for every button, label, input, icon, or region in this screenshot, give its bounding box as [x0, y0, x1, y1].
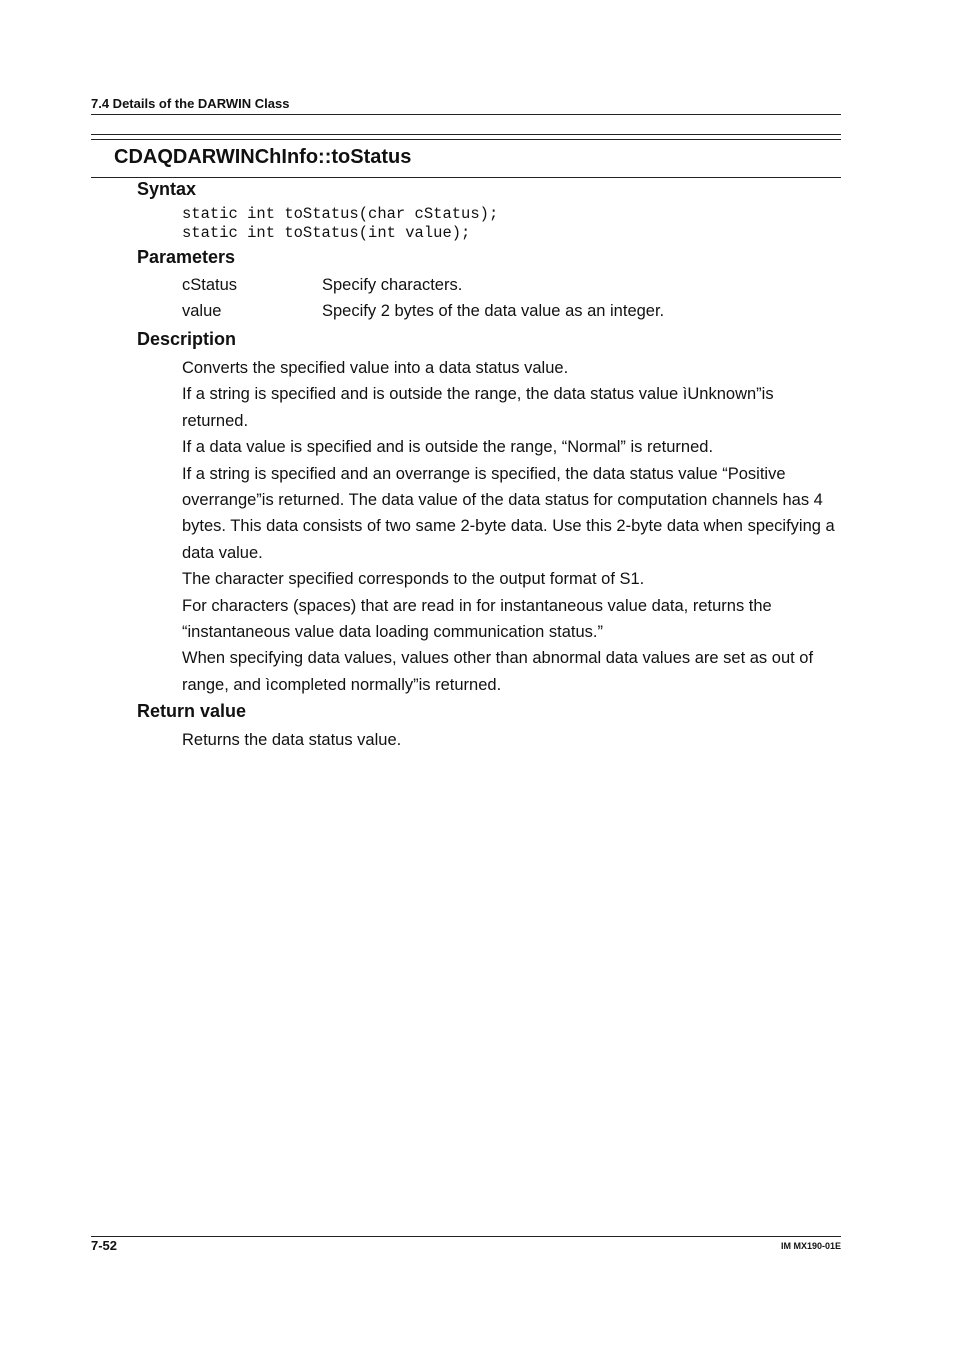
description-paragraph: If a string is specified and is outside the range, the data status value ìUnknown”is returned.: [182, 385, 774, 430]
parameter-name: value: [182, 302, 222, 320]
description-paragraph: If a data value is specified and is outside the range, “Normal” is returned.: [182, 438, 714, 457]
title-rule-top: [91, 134, 841, 135]
description-paragraph: The character specified corresponds to the output format of S1.: [182, 570, 645, 589]
description-heading: Description: [137, 329, 237, 349]
parameter-name: cStatus: [182, 276, 238, 294]
syntax-line: static int toStatus(char cStatus);: [182, 205, 499, 223]
syntax-line: static int toStatus(int value);: [182, 224, 471, 242]
header-rule: [91, 114, 841, 115]
description-paragraph: Converts the specified value into a data status value.: [182, 359, 569, 377]
return-value-heading: Return value: [137, 701, 247, 721]
title-rule-bottom: [91, 177, 841, 178]
return-value-text: Returns the data status value.: [182, 731, 402, 749]
description-paragraph: For characters (spaces) that are read in for instantaneous value data, returns the “instantaneous value data loading communication status.”: [182, 596, 772, 642]
description-paragraph: When specifying data values, values other than abnormal data values are set as out of range, and ìcompleted normally”is returned.: [182, 649, 814, 694]
parameters-heading: Parameters: [137, 247, 236, 267]
footer-rule: [91, 1236, 841, 1237]
page-number: 7-52: [91, 1238, 118, 1253]
description-paragraph: If a string is specified and an overrange is specified, the data status value “Positive overrange”is returned. The data value of the data status for computation channels has 4 bytes. This data consists of two same 2-byte data. Use this 2-byte data when specifying a data value.: [182, 464, 835, 562]
document-id: IM MX190-01E: [780, 1241, 841, 1251]
parameter-description: Specify 2 bytes of the data value as an integer.: [322, 302, 665, 320]
running-head: 7.4 Details of the DARWIN Class: [91, 96, 290, 111]
page-title: CDAQDARWINChInfo::toStatus: [114, 146, 412, 168]
title-rule-top-second: [91, 139, 841, 140]
description-body: [182, 355, 842, 698]
parameter-description: Specify characters.: [322, 276, 463, 294]
syntax-heading: Syntax: [137, 179, 197, 199]
